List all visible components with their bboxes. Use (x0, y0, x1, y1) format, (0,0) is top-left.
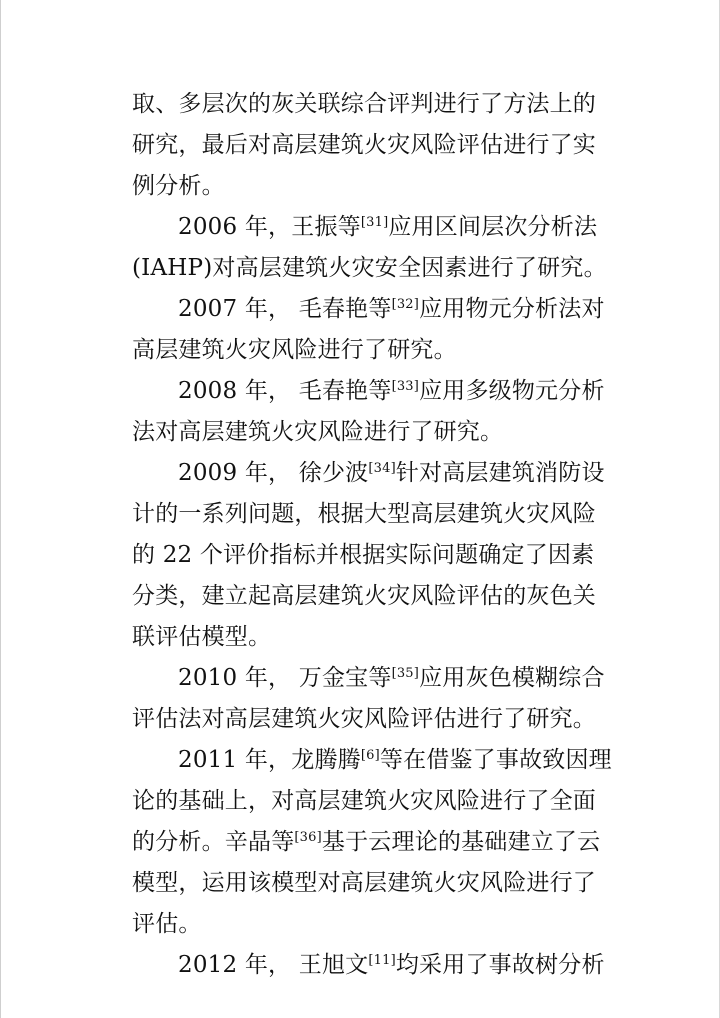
text-run: 取、多层次的灰关联综合评判进行了方法上的研究，最后对高层建筑火灾风险评估进行了实例分析。 (132, 91, 596, 199)
text-run: 均采用了事故树分析 (395, 952, 605, 978)
citation-ref: [35] (391, 666, 420, 681)
paragraph (132, 84, 616, 207)
citation-ref: [31] (360, 215, 389, 230)
paragraph (132, 658, 616, 740)
text-run: 基于云理论的基础建立了云模型，运用该模型对高层建筑火灾风险进行了评估。 (132, 829, 601, 937)
text-run: 应用灰色模糊综合评估法对高层建筑火灾风险评估进行了研究。 (132, 665, 605, 732)
text-run: 针对高层建筑消防设计的一系列问题，根据大型高层建筑火灾风险的 22 个评价指标并根据实际问题确定了因素分类，建立起高层建筑火灾风险评估的灰色关联评估模型。 (132, 460, 605, 650)
citation-ref: [34] (368, 461, 396, 476)
paragraph (132, 453, 616, 658)
text-run: 应用多级物元分析法对高层建筑火灾风险进行了研究。 (132, 378, 605, 445)
citation-ref: [32] (391, 297, 420, 312)
text-run: 等在借鉴了事故致因理论的基础上，对高层建筑火灾风险进行了全面的分析。辛晶等 (132, 747, 612, 855)
citation-ref: [33] (391, 379, 420, 394)
text-run: 2009 年， 徐少波 (178, 460, 369, 486)
citation-ref: [6] (360, 748, 380, 763)
paragraph (132, 740, 616, 945)
page-left-edge (0, 0, 1, 1018)
text-run: 2010 年， 万金宝等 (178, 665, 392, 691)
paragraph (132, 945, 616, 986)
text-run: 2008 年， 毛春艳等 (178, 378, 392, 404)
text-run: 2012 年， 王旭文 (178, 952, 369, 978)
text-run: 应用区间层次分析法(IAHP)对高层建筑火灾安全因素进行了研究。 (132, 214, 607, 281)
text-run: 2007 年， 毛春艳等 (178, 296, 392, 322)
citation-ref: [11] (368, 953, 396, 968)
paragraph (132, 371, 616, 453)
paragraph (132, 289, 616, 371)
text-run: 应用物元分析法对高层建筑火灾风险进行了研究。 (132, 296, 605, 363)
text-run: 2006 年，王振等 (178, 214, 361, 240)
paragraph (132, 207, 616, 289)
text-run: 2011 年，龙腾腾 (178, 747, 361, 773)
citation-ref: [36] (294, 830, 322, 845)
body-text (132, 84, 616, 986)
